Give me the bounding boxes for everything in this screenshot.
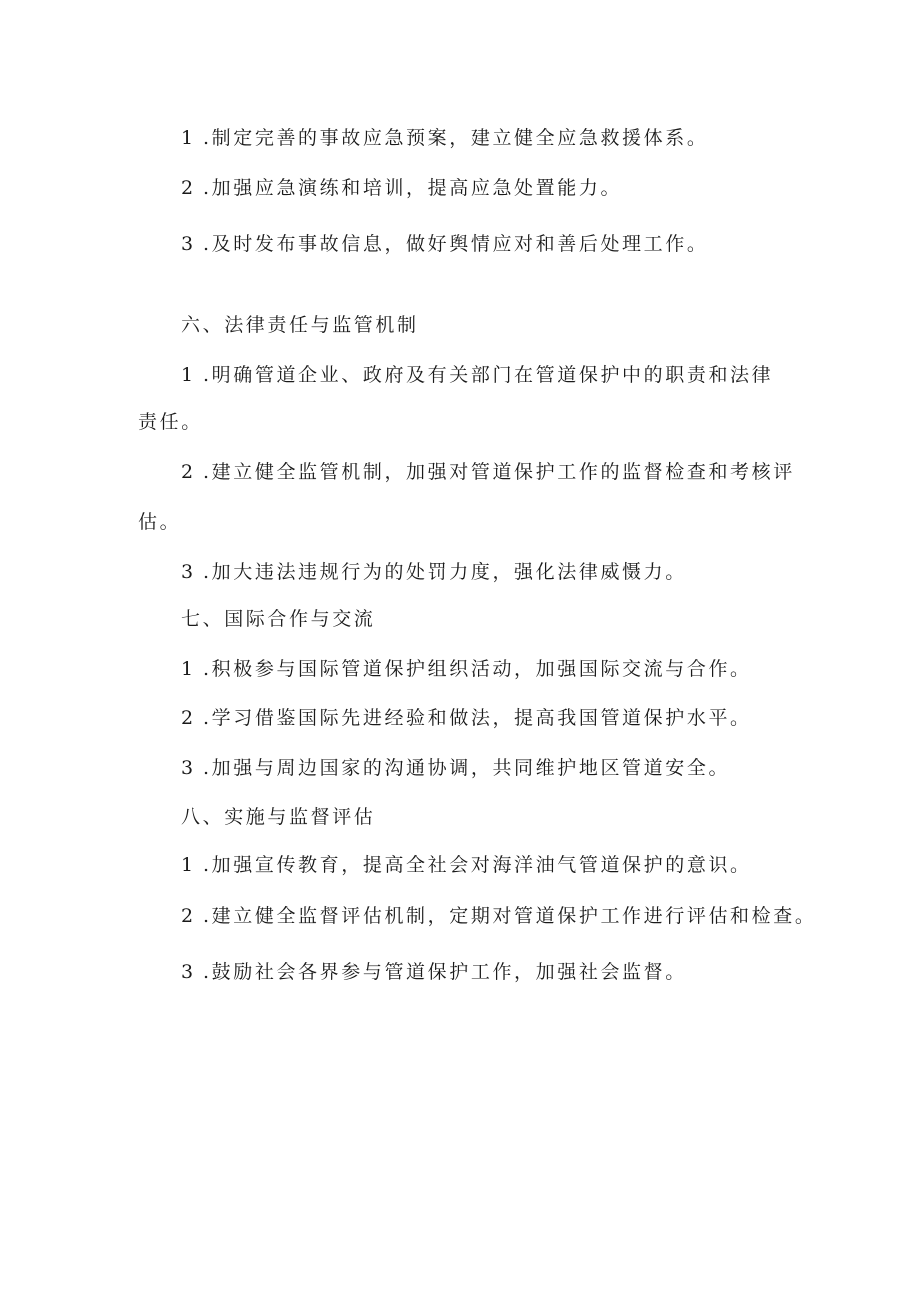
- item-number: 2: [181, 461, 196, 483]
- list-item: [181, 657, 752, 681]
- list-item: [181, 904, 816, 928]
- item-text: .积极参与国际管道保护组织活动，加强国际交流与合作。: [203, 658, 752, 680]
- section-heading: 七、国际合作与交流: [181, 608, 376, 630]
- list-item: [181, 460, 795, 484]
- item-text: .鼓励社会各界参与管道保护工作，加强社会监督。: [203, 961, 687, 983]
- list-item: [181, 853, 752, 877]
- item-text: .加大违法违规行为的处罚力度，强化法律威慑力。: [203, 561, 687, 583]
- item-number: 3: [181, 757, 196, 779]
- item-text: .加强与周边国家的沟通协调，共同维护地区管道安全。: [203, 757, 731, 779]
- item-text: .加强宣传教育，提高全社会对海洋油气管道保护的意识。: [203, 854, 752, 876]
- item-number: 3: [181, 561, 196, 583]
- item-continuation: 估。: [138, 511, 182, 533]
- item-text: .明确管道企业、政府及有关部门在管道保护中的职责和法律: [203, 364, 774, 386]
- item-number: 3: [181, 233, 196, 255]
- item-text: .建立健全监管机制，加强对管道保护工作的监督检查和考核评: [203, 461, 795, 483]
- section-heading: 八、实施与监督评估: [181, 806, 376, 828]
- list-item: [181, 126, 708, 150]
- item-text: .建立健全监督评估机制，定期对管道保护工作进行评估和检查。: [203, 905, 817, 927]
- list-item: [181, 960, 687, 984]
- item-number: 1: [181, 854, 196, 876]
- list-item: [181, 232, 708, 256]
- list-item: [181, 176, 622, 200]
- item-continuation: 责任。: [138, 411, 203, 433]
- item-number: 2: [181, 905, 196, 927]
- item-number: 2: [181, 177, 196, 199]
- item-number: 1: [181, 127, 196, 149]
- list-item: [181, 706, 752, 730]
- item-text: .学习借鉴国际先进经验和做法，提高我国管道保护水平。: [203, 707, 752, 729]
- item-number: 1: [181, 658, 196, 680]
- list-item: [181, 756, 730, 780]
- item-number: 3: [181, 961, 196, 983]
- item-text: .及时发布事故信息，做好舆情应对和善后处理工作。: [203, 233, 709, 255]
- list-item: [181, 560, 687, 584]
- item-number: 2: [181, 707, 196, 729]
- list-item: [181, 363, 773, 387]
- item-number: 1: [181, 364, 196, 386]
- item-text: .制定完善的事故应急预案，建立健全应急救援体系。: [203, 127, 709, 149]
- item-text: .加强应急演练和培训，提高应急处置能力。: [203, 177, 623, 199]
- section-heading: 六、法律责任与监管机制: [181, 314, 419, 336]
